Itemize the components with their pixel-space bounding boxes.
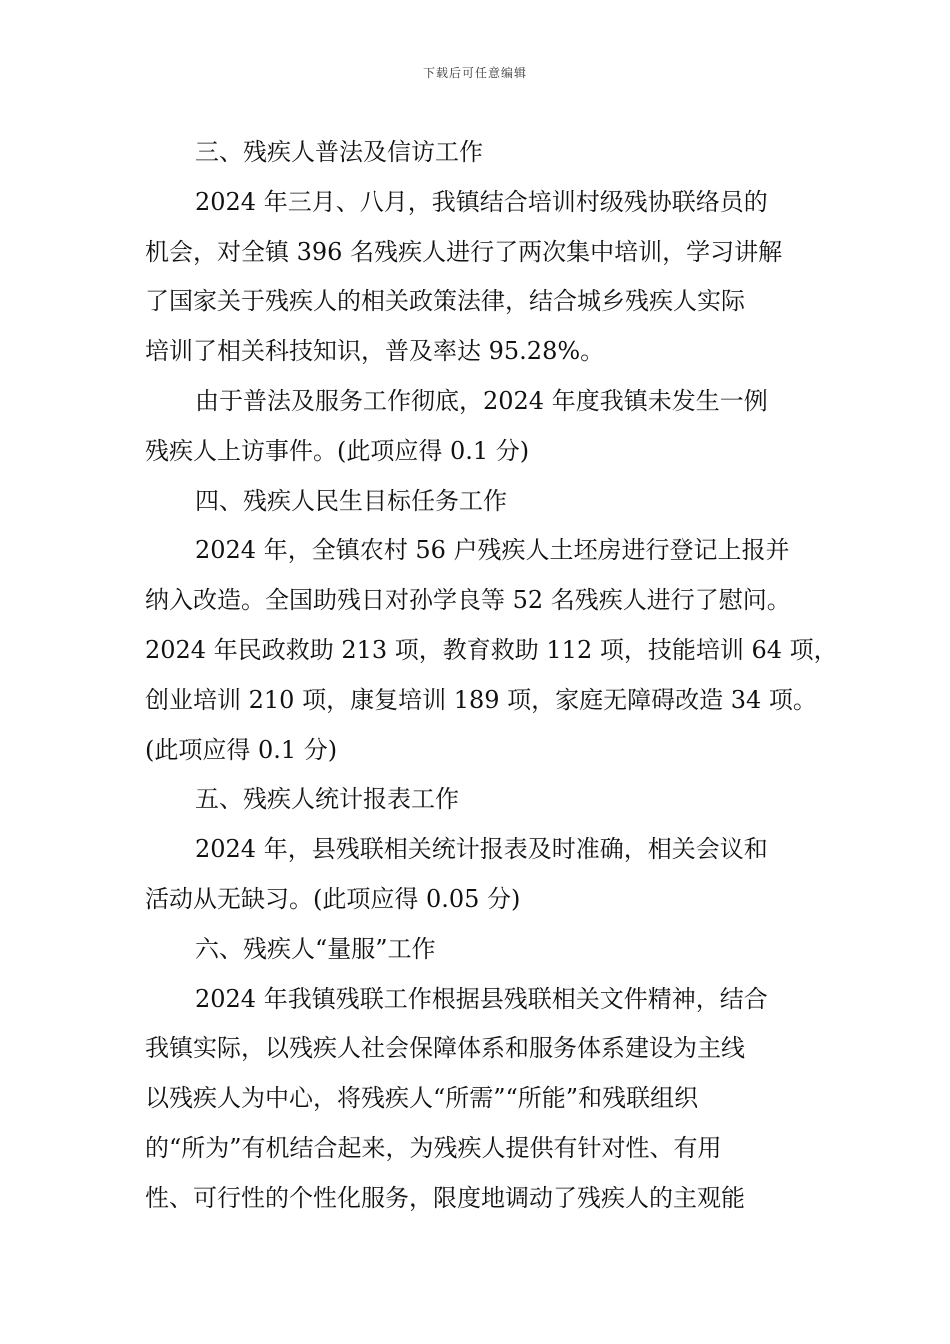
document-body (145, 128, 838, 1224)
paragraph-line: 我镇实际，以残疾人社会保障体系和服务体系建设为主线 (145, 1034, 745, 1063)
header-note: 下载后可任意编辑 (422, 66, 527, 80)
paragraph-line: 的“所为”有机结合起来，为残疾人提供有针对性、有用 (145, 1133, 722, 1162)
paragraph-line: 纳入改造。全国助残日对孙学良等 52 名残疾人进行了慰问。 (145, 586, 791, 615)
paragraph-line: 2024 年三月、八月，我镇结合培训村级残协联络员的 (195, 187, 768, 216)
paragraph-line: 活动从无缺习。(此项应得 0.05 分) (145, 884, 521, 913)
paragraph-line: 创业培训 210 项，康复培训 189 项，家庭无障碍改造 34 项。 (145, 685, 817, 714)
paragraph-line: 了国家关于残疾人的相关政策法律，结合城乡残疾人实际 (145, 287, 745, 316)
paragraph-line: 性、可行性的个性化服务，限度地调动了残疾人的主观能 (145, 1183, 745, 1212)
paragraph-line: 机会，对全镇 396 名残疾人进行了两次集中培训，学习讲解 (145, 237, 783, 266)
paragraph-line: 2024 年民政救助 213 项，教育救助 112 项，技能培训 64 项， (145, 635, 838, 664)
paragraph-line: 培训了相关科技知识，普及率达 95.28%。 (145, 337, 605, 366)
paragraph-line: 2024 年我镇残联工作根据县残联相关文件精神，结合 (195, 984, 768, 1013)
section-heading-5: 五、残疾人统计报表工作 (195, 785, 459, 814)
paragraph-line: 2024 年，县残联相关统计报表及时准确，相关会议和 (195, 835, 768, 864)
paragraph-line: 残疾人上访事件。(此项应得 0.1 分) (145, 436, 530, 465)
section-heading-4: 四、残疾人民生目标任务工作 (195, 486, 507, 515)
section-heading-6: 六、残疾人“量服”工作 (195, 934, 436, 963)
paragraph-line: 由于普法及服务工作彻底，2024 年度我镇未发生一例 (195, 386, 768, 415)
section-heading-3: 三、残疾人普法及信访工作 (195, 138, 483, 166)
paragraph-line: (此项应得 0.1 分) (145, 735, 338, 764)
paragraph-line: 2024 年，全镇农村 56 户残疾人土坯房进行登记上报并 (195, 536, 790, 565)
paragraph-line: 以残疾人为中心，将残疾人“所需”“所能”和残联组织 (145, 1084, 699, 1113)
